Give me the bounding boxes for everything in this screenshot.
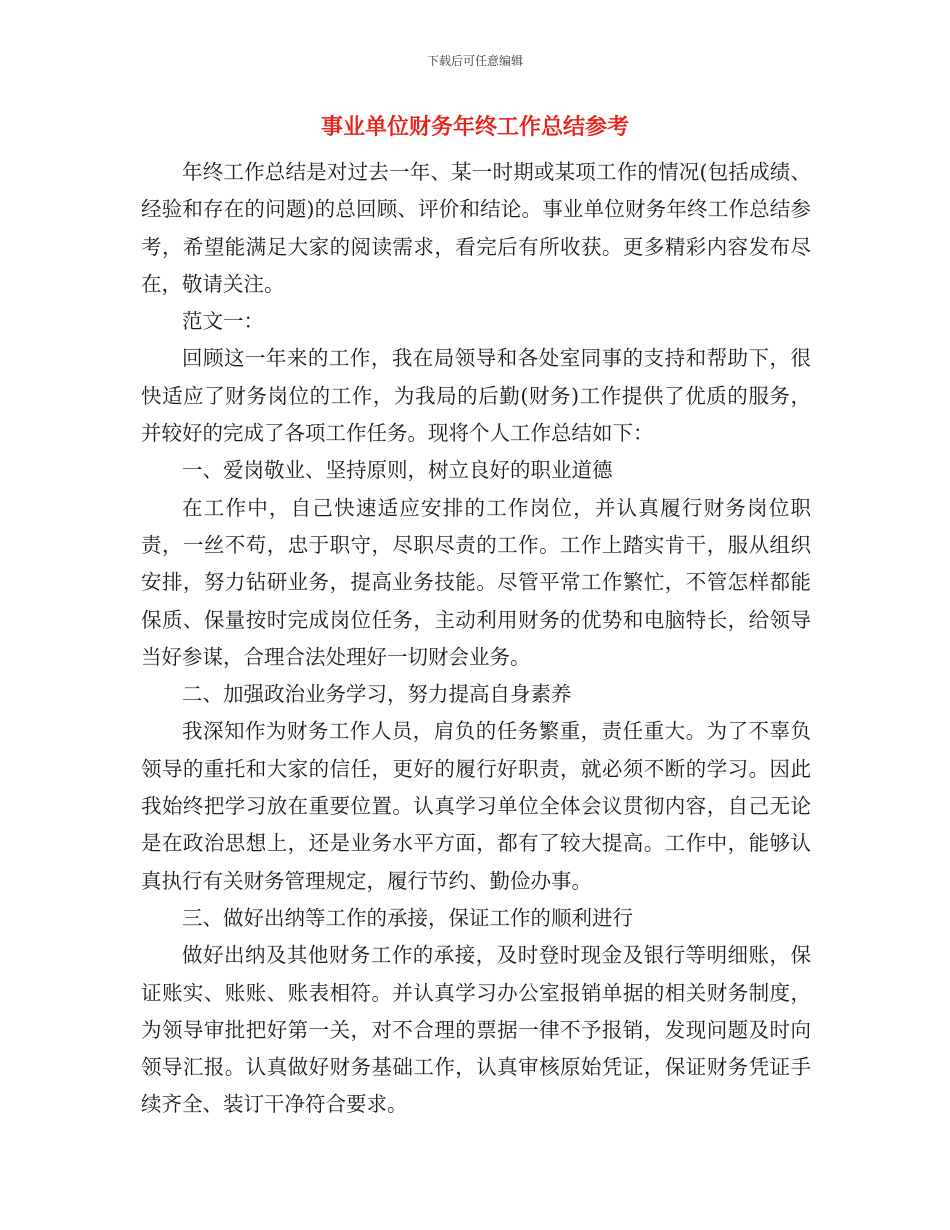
section-heading-2: 二、加强政治业务学习，努力提高自身素养 xyxy=(182,682,572,707)
section-heading-1: 一、爱岗敬业、坚持原则，树立良好的职业道德 xyxy=(182,458,613,483)
paragraph-intro: 年终工作总结是对过去一年、某一时期或某项工作的情况(包括成绩、经验和存在的问题)的总回顾、评价和结论。事业单位财务年终工作总结参考，希望能满足大家的阅读需求，看完后有所收获。更多精彩内容发布尽在，敬请关注。 xyxy=(141,160,811,296)
paragraph-sample-label: 范文一： xyxy=(182,309,264,334)
paragraph-section-1: 在工作中，自己快速适应安排的工作岗位，并认真履行财务岗位职责，一丝不苟，忠于职守，尽职尽责的工作。工作上踏实肯干，服从组织安排，努力钻研业务，提高业务技能。尽管平常工作繁忙，不管怎样都能保质、保量按时完成岗位任务，主动利用财务的优势和电脑特长，给领导当好参谋，合理合法处理好一切财会业务。 xyxy=(141,495,811,669)
paragraph-section-3: 做好出纳及其他财务工作的承接，及时登时现金及银行等明细账，保证账实、账账、账表相符。并认真学习办公室报销单据的相关财务制度，为领导审批把好第一关，对不合理的票据一律不予报销，发现问题及时向领导汇报。认真做好财务基础工作，认真审核原始凭证，保证财务凭证手续齐全、装订干净符合要求。 xyxy=(141,943,811,1117)
document-title: 事业单位财务年终工作总结参考 xyxy=(320,115,629,140)
section-heading-3: 三、做好出纳等工作的承接，保证工作的顺利进行 xyxy=(182,905,633,930)
document-body xyxy=(141,154,811,1124)
paragraph-section-2: 我深知作为财务工作人员，肩负的任务繁重，责任重大。为了不辜负领导的重托和大家的信任，更好的履行好职责，就必须不断的学习。因此我始终把学习放在重要位置。认真学习单位全体会议贯彻内容，自己无论是在政治思想上，还是业务水平方面，都有了较大提高。工作中，能够认真执行有关财务管理规定，履行节约、勤俭办事。 xyxy=(141,719,811,893)
page-header-note: 下载后可任意编辑 xyxy=(426,54,523,68)
paragraph-review: 回顾这一年来的工作，我在局领导和各处室同事的支持和帮助下，很快适应了财务岗位的工作，为我局的后勤(财务)工作提供了优质的服务，并较好的完成了各项工作任务。现将个人工作总结如下： xyxy=(141,346,811,446)
